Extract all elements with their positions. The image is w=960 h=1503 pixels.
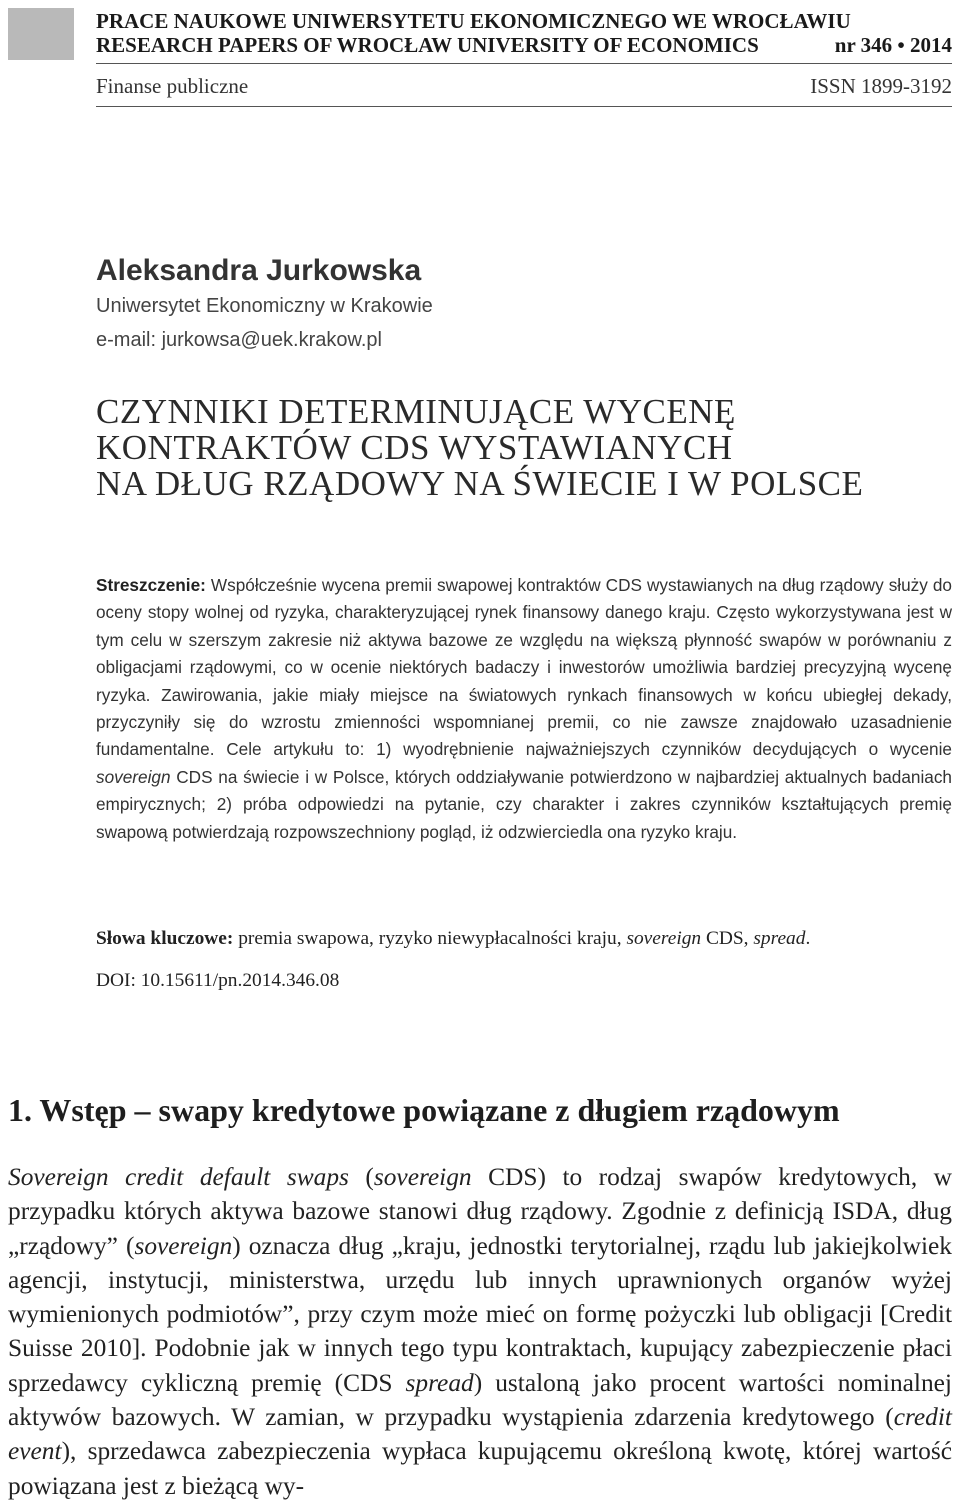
body-text: [8, 1160, 952, 1503]
paragraph: [8, 1160, 952, 1503]
header-rule: [96, 63, 952, 64]
abstract-text: Współcześnie wycena premii swapowej kontraktów CDS wystawianych na dług rządowy służy do oceny stopy wolnej od ryzyka, charakteryzującej rynek finansowy danego kraju. Często wykorzystywana jest w tym celu w szerszym zakresie niż aktywa bazowe ze względu na większą płynność swapów w porównaniu z obligacjami rządowymi, co w ocenie niektórych badaczy i inwestorów umożliwia bardziej precyzyjną wycenę ryzyka. Zawirowania, jakie miały miejsce na światowych rynkach finansowych w końcu ubiegłej dekady, przyczyniły się do wzrostu zmienności wspomnianej premii, co nie zawsze znajdowało uzasadnienie fundamentalne. Cele artykułu to: 1) wyodrębnienie najważniejszych czynników decydujących o wycenie: [96, 575, 952, 760]
keywords-text: .: [805, 928, 811, 949]
author-affiliation: Uniwersytet Ekonomiczny w Krakowie: [96, 295, 433, 317]
issn: ISSN 1899-3192: [810, 74, 952, 98]
keywords-label: Słowa kluczowe:: [96, 928, 234, 949]
abstract: [96, 572, 952, 846]
keywords-text: premia swapowa, ryzyko niewypłacalności kraju,: [233, 928, 627, 949]
series-name: Finanse publiczne: [96, 74, 249, 98]
text-run: ) ustaloną jako procent wartości nominalnej aktywów bazowych. W zamian, w przypadku wystąpienia zdarzenia kredytowego (: [8, 1368, 952, 1432]
abstract-text: CDS na świecie i w Polsce, których oddziaływanie potwierdzono w najbardziej aktualnych badaniach empirycznych; 2) próba odpowiedzi na pytanie, czy charakter i zakres czynników kształtujących premię swapową potwierdzają rozpowszechniony pogląd, iż odzwierciedla ona ryzyko kraju.: [96, 766, 952, 842]
text-run: ), sprzedawca zabezpieczenia wypłaca kupującemu określoną kwotę, której wartość powiązana jest z bieżącą wy-: [8, 1437, 952, 1500]
author-email: e-mail: jurkowsa@uek.krakow.pl: [96, 329, 382, 351]
text-run: CDS) to rodzaj swapów kredytowych, w przypadku których aktywa bazowe stanowi dług rządowy. Zgodnie z definicją ISDA, dług „rządowy” (: [8, 1163, 953, 1260]
keywords: [96, 928, 952, 950]
journal-title-pl: PRACE NAUKOWE UNIWERSYTETU EKONOMICZNEGO WE WROCŁAWIU: [96, 9, 851, 33]
italic-term: sovereign: [373, 1163, 472, 1191]
title-line: CZYNNIKI DETERMINUJĄCE WYCENĘ: [96, 392, 736, 431]
journal-title-en: RESEARCH PAPERS OF WROCŁAW UNIVERSITY OF ECONOMICS: [96, 33, 759, 57]
issue-number: nr 346 • 2014: [834, 33, 952, 57]
header-rule-bottom: [96, 106, 952, 107]
italic-term: credit event: [8, 1403, 952, 1466]
keywords-text: CDS,: [701, 928, 754, 949]
abstract-label: Streszczenie:: [96, 575, 206, 595]
title-line: NA DŁUG RZĄDOWY NA ŚWIECIE I W POLSCE: [96, 464, 864, 503]
author-name: Aleksandra Jurkowska: [96, 254, 422, 287]
text-run: ) oznacza dług „kraju, jednostki terytorialnej, rządu lub jakiejkolwiek agencji, instytucji, ministerstwa, urzędu lub innych uprawnionych organów wyżej wymienionych podmiotów”, przy czym może mieć on formę pożyczki lub obligacji [Credit Suisse 2010]. Podobnie jak w innych tego typu kontraktach, kupujący zabezpieczenie płaci sprzedawcy cykliczną premię (CDS: [8, 1231, 953, 1397]
abstract-italic: sovereign: [96, 766, 171, 787]
doi: DOI: 10.15611/pn.2014.346.08: [96, 970, 340, 991]
keywords-italic: sovereign: [626, 928, 702, 949]
section-heading: 1. Wstęp – swapy kredytowe powiązane z długiem rządowym: [8, 1092, 840, 1128]
title-line: KONTRAKTÓW CDS WYSTAWIANYCH: [96, 428, 733, 467]
italic-term: Sovereign credit default swaps: [8, 1163, 349, 1191]
italic-term: spread: [405, 1368, 474, 1397]
article-title: [96, 394, 863, 502]
italic-term: sovereign: [134, 1231, 233, 1260]
header-gray-block: [8, 8, 74, 60]
text-run: (: [348, 1163, 374, 1191]
keywords-italic: spread: [753, 928, 806, 949]
